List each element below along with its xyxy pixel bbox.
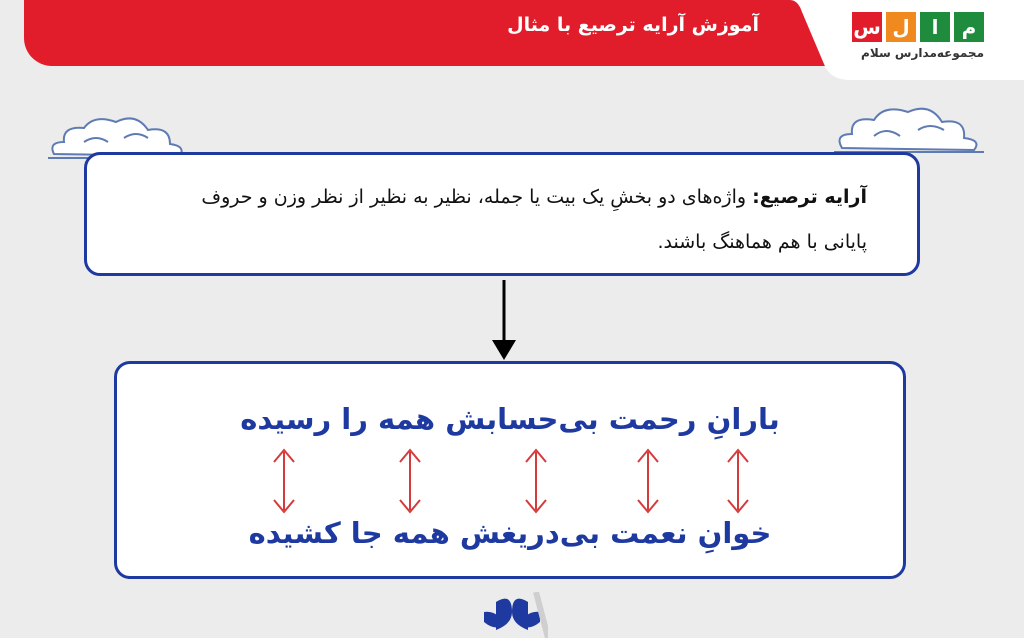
example-box	[114, 361, 906, 579]
definition-term: آرایه ترصیع:	[752, 186, 867, 208]
logo-tile: م	[954, 12, 984, 42]
double-arrow-icon	[395, 446, 425, 516]
logo-tile: ا	[920, 12, 950, 42]
example-line-2: خوانِ نعمت بی‌دریغش همه جا کشیده	[248, 516, 772, 550]
arrow-down-icon	[489, 280, 519, 362]
definition-box	[84, 152, 920, 276]
double-arrow-icon	[723, 446, 753, 516]
definition-body: واژه‌های دو بخشِ یک بیت یا جمله، نظیر به نظیر از نظر وزن و حروف پایانی با هم هماهنگ باشند.	[201, 186, 867, 253]
double-arrow-icon	[521, 446, 551, 516]
leaf-logo-icon	[476, 592, 548, 638]
double-arrow-icon	[633, 446, 663, 516]
header-bar	[0, 0, 1024, 68]
logo	[852, 12, 984, 42]
example-line-1: بارانِ رحمت بی‌حسابش همه را رسیده	[240, 402, 780, 436]
page-title: آموزش آرایه ترصیع با مثال	[507, 14, 759, 36]
logo-subtitle: مجموعه‌مدارس سلام	[861, 46, 984, 60]
logo-tile: س	[852, 12, 882, 42]
definition-text	[167, 175, 867, 265]
logo-tile: ل	[886, 12, 916, 42]
double-arrow-icon	[269, 446, 299, 516]
